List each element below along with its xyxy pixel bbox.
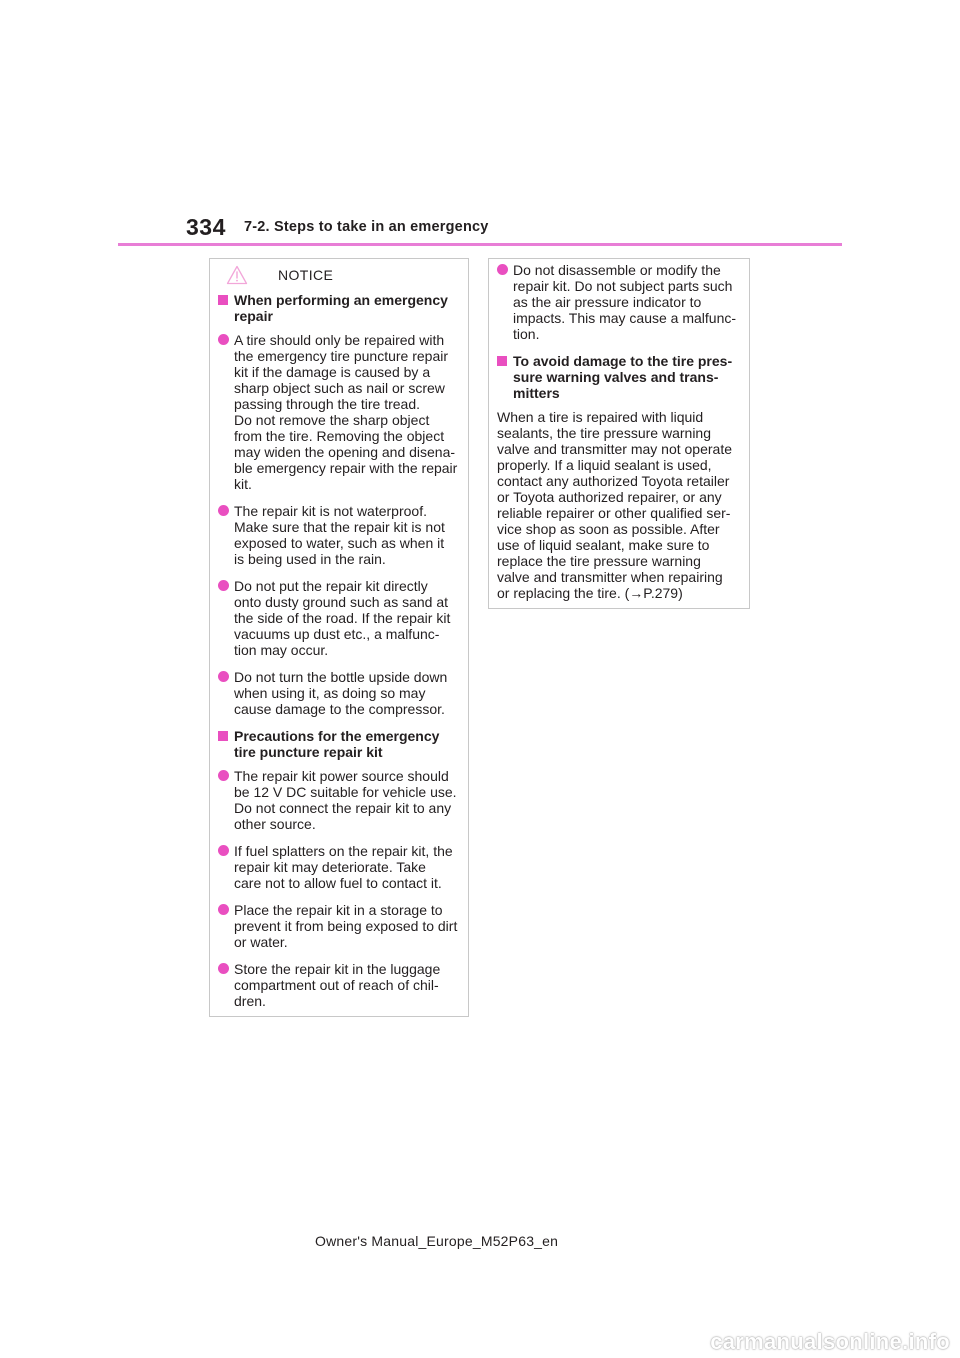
bullet-item [218,961,460,1009]
bullet-text: Store the repair kit in the luggage compartment out of reach of chil- dren. [234,961,441,1009]
page-number: 334 [186,214,226,240]
bullet-item [218,669,460,717]
bullet-text: Do not put the repair kit directly onto dusty ground such as sand at the side of the road. If the repair kit vacuums up dust etc., a malfunc- tion may occur. [234,578,451,658]
bullet-item [218,578,460,658]
sub-heading-emergency-repair [218,292,460,324]
sub-heading-text: To avoid damage to the tire pres- sure warning valves and trans- mitters [513,353,733,401]
notice-content-left [218,292,460,1020]
square-bullet-icon [497,356,507,366]
paragraph-liquid-sealant: When a tire is repaired with liquid sealants, the tire pressure warning valve and transmitter may not operate properly. If a liquid sealant is used, contact any authorized Toyota retailer or Toyota authorized repairer, or any reliable repairer or other qualified ser- vice shop as soon as possible. After use of liquid sealant, make sure to replace the tire pressure warning valve and transmitter when repairing or replacing the tire. (→P.279) [497,409,733,601]
bullet-item [218,332,460,492]
square-bullet-icon [218,731,228,741]
watermark: carmanualsonline.info [710,1329,950,1354]
square-bullet-icon [218,295,228,305]
notice-content-right [497,262,741,601]
bullet-text: A tire should only be repaired with the emergency tire puncture repair kit if the damage is caused by a sharp object such as nail or screw passing through the tire tread. Do not remove the sharp object from the tire. Removing the object may widen the opening and disena- ble emergency repair with the repair kit. [234,332,458,492]
sub-heading-text: When performing an emergency repair [234,292,448,324]
bullet-text: If fuel splatters on the repair kit, the repair kit may deteriorate. Take care not to allow fuel to contact it. [234,843,453,891]
bullet-text: The repair kit power source should be 12 V DC suitable for vehicle use. Do not connect the repair kit to any other source. [234,768,457,832]
bullet-item [497,262,741,342]
circle-bullet-icon [218,904,229,915]
sub-heading-text: Precautions for the emergency tire puncture repair kit [234,728,440,760]
sub-heading-precautions [218,728,460,760]
circle-bullet-icon [218,334,229,345]
section-title: 7-2. Steps to take in an emergency [244,219,489,235]
bullet-item [218,843,460,891]
circle-bullet-icon [218,963,229,974]
bullet-item [218,768,460,832]
warning-triangle-icon [226,265,248,285]
bullet-text: The repair kit is not waterproof. Make sure that the repair kit is not exposed to water, such as when it is being used in the rain. [234,503,445,567]
notice-label: NOTICE [278,267,334,283]
header-rule [118,243,842,246]
bullet-text: Do not turn the bottle upside down when using it, as doing so may cause damage to the compressor. [234,669,448,717]
bullet-item [218,503,460,567]
circle-bullet-icon [218,845,229,856]
bullet-text: Do not disassemble or modify the repair kit. Do not subject parts such as the air pressure indicator to impacts. This may cause a malfunc- tion. [513,262,737,342]
notice-header [226,264,333,286]
circle-bullet-icon [218,671,229,682]
bullet-item [218,902,460,950]
circle-bullet-icon [218,505,229,516]
notice-box-left [209,258,469,1017]
footer-manual-id: Owner's Manual_Europe_M52P63_en [315,1233,559,1249]
circle-bullet-icon [218,580,229,591]
notice-box-right [488,258,750,609]
sub-heading-tire-pressure-valves [497,353,741,401]
circle-bullet-icon [218,770,229,781]
page-header [0,0,960,250]
bullet-text: Place the repair kit in a storage to prevent it from being exposed to dirt or water. [234,902,458,950]
circle-bullet-icon [497,264,508,275]
